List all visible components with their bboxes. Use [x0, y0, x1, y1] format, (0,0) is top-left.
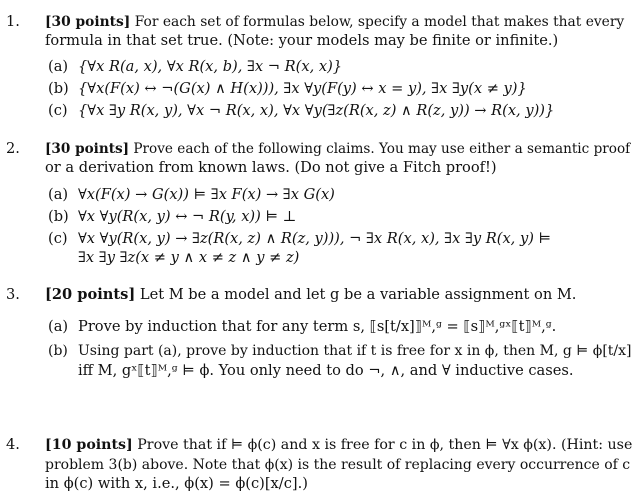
problem-text-line: [20 points] Let M be a model and let g be a variable assignment on M. [45, 286, 577, 303]
formula: ∀x(F(x) → G(x)) ⊨ ∃x F(x) → ∃x G(x) [78, 186, 335, 203]
formula-continuation: ∃x ∃y ∃z(x ≠ y ∧ x ≠ z ∧ y ≠ z) [78, 249, 300, 266]
subpart-a [48, 318, 556, 336]
problem-text-line: formula in that set true. (Note: your models may be finite or infinite.) [45, 32, 559, 49]
problem-number: 1. [6, 13, 20, 30]
subpart-label: (b) [48, 208, 69, 225]
problem-text-line: problem 3(b) above. Note that ϕ(x) is the result of replacing every occurrence of c [45, 457, 631, 473]
subpart-label: (c) [48, 102, 68, 119]
problem-number: 3. [6, 286, 20, 303]
subpart-b [48, 342, 631, 360]
problem-number: 2. [6, 140, 20, 157]
points-label: [20 points] [45, 286, 136, 303]
points-label: [30 points] [45, 141, 130, 157]
subpart-text: Using part (a), prove by induction that if t is free for x in ϕ, then M, g ⊨ ϕ[t/x] [78, 343, 632, 359]
subpart-label: (a) [48, 58, 69, 75]
subpart-label: (c) [48, 230, 68, 247]
problem-text-line: [30 points] Prove each of the following claims. You may use either a semantic proof [45, 141, 631, 157]
formula: {∀x ∃y R(x, y), ∀x ¬ R(x, x), ∀x ∀y(∃z(R(x, z) ∧ R(z, y)) → R(x, y))} [78, 102, 555, 119]
problem-number: 4. [6, 436, 20, 453]
problem-text-line: [30 points] For each set of formulas below, specify a model that makes that every [45, 14, 625, 30]
formula: {∀x(F(x) ↔ ¬(G(x) ∧ H(x))), ∃x ∀y(F(y) ↔ x = y), ∃x ∃y(x ≠ y)} [78, 80, 527, 97]
formula: ∀x ∀y(R(x, y) ↔ ¬ R(y, x)) ⊨ ⊥ [78, 208, 297, 225]
subpart-c [48, 230, 551, 248]
problem-text-line: [10 points] Prove that if ⊨ ϕ(c) and x is free for c in ϕ, then ⊨ ∀x ϕ(x). (Hint: use [45, 437, 633, 453]
formula: ∀x ∀y(R(x, y) → ∃z(R(x, z) ∧ R(z, y))), ¬ ∃x R(x, x), ∃x ∃y R(x, y) ⊨ [78, 230, 552, 247]
points-label: [10 points] [45, 437, 133, 453]
subpart-b [48, 80, 527, 98]
subpart-label: (a) [48, 318, 69, 335]
subpart-continuation: iff M, gˣ⟦t⟧ᴹ,ᵍ ⊨ ϕ. You only need to do ¬, ∧, and ∀ inductive cases. [78, 362, 574, 379]
subpart-b [48, 208, 296, 226]
formula: {∀x R(a, x), ∀x R(x, b), ∃x ¬ R(x, x)} [78, 58, 343, 75]
subpart-text: Prove by induction that for any term s, ⟦s[t/x]⟧ᴹ,ᵍ = ⟦s⟧ᴹ,ᵍˣ⟦t⟧ᴹ,ᵍ. [78, 318, 557, 335]
subpart-label: (b) [48, 80, 69, 97]
subpart-a [48, 186, 335, 204]
subpart-label: (a) [48, 186, 69, 203]
subpart-c [48, 102, 554, 120]
subpart-a [48, 58, 342, 76]
problem-text-line: or a derivation from known laws. (Do not give a Fitch proof!) [45, 159, 497, 176]
problem-text-line: in ϕ(c) with x, i.e., ϕ(x) = ϕ(c)[x/c].) [45, 475, 308, 492]
points-label: [30 points] [45, 14, 131, 30]
subpart-label: (b) [48, 343, 68, 359]
